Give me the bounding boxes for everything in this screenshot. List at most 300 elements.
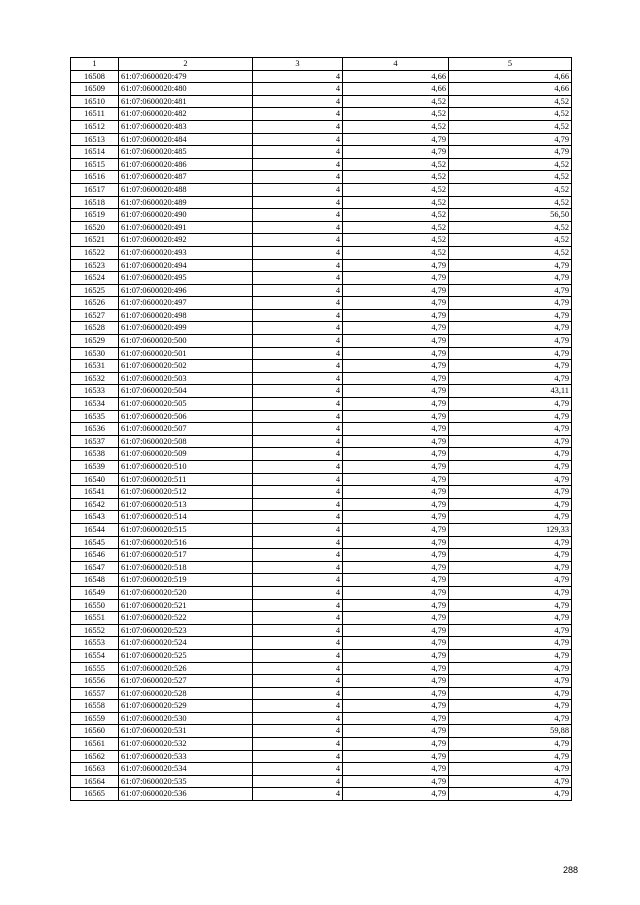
table-row	[71, 360, 572, 373]
table-cell-col-4: 4,79	[343, 738, 449, 751]
table-cell-col-2: 61:07:0600020:483	[119, 120, 253, 133]
table-cell-col-3: 4	[253, 423, 343, 436]
table-cell-col-1: 16521	[71, 234, 119, 247]
table-row	[71, 523, 572, 536]
table-cell-col-2: 61:07:0600020:495	[119, 272, 253, 285]
table-cell-col-5: 4,79	[449, 612, 572, 625]
table-cell-col-4: 4,79	[343, 536, 449, 549]
table-cell-col-4: 4,79	[343, 624, 449, 637]
table-cell-col-2: 61:07:0600020:480	[119, 83, 253, 96]
table-cell-col-1: 16561	[71, 738, 119, 751]
table-cell-col-2: 61:07:0600020:522	[119, 612, 253, 625]
table-cell-col-3: 4	[253, 284, 343, 297]
table-cell-col-3: 4	[253, 83, 343, 96]
table-cell-col-5: 4,79	[449, 272, 572, 285]
table-cell-col-4: 4,79	[343, 523, 449, 536]
table-cell-col-4: 4,79	[343, 498, 449, 511]
table-cell-col-4: 4,79	[343, 549, 449, 562]
table-row	[71, 775, 572, 788]
table-row	[71, 347, 572, 360]
table-cell-col-2: 61:07:0600020:511	[119, 473, 253, 486]
table-cell-col-1: 16508	[71, 70, 119, 83]
table-row	[71, 171, 572, 184]
table-cell-col-4: 4,79	[343, 586, 449, 599]
table-row	[71, 763, 572, 776]
table-cell-col-4: 4,79	[343, 712, 449, 725]
table-row	[71, 120, 572, 133]
table-cell-col-5: 4,79	[449, 435, 572, 448]
table-cell-col-4: 4,52	[343, 209, 449, 222]
table-cell-col-2: 61:07:0600020:536	[119, 788, 253, 801]
table-cell-col-1: 16534	[71, 398, 119, 411]
table-cell-col-5: 4,79	[449, 461, 572, 474]
table-cell-col-5: 4,79	[449, 637, 572, 650]
table-cell-col-3: 4	[253, 599, 343, 612]
table-cell-col-3: 4	[253, 259, 343, 272]
table-cell-col-2: 61:07:0600020:534	[119, 763, 253, 776]
table-row	[71, 473, 572, 486]
table-row	[71, 146, 572, 159]
table-cell-col-1: 16524	[71, 272, 119, 285]
table-cell-col-3: 4	[253, 95, 343, 108]
table-cell-col-5: 4,79	[449, 486, 572, 499]
table-cell-col-1: 16529	[71, 335, 119, 348]
table-row	[71, 549, 572, 562]
table-row	[71, 398, 572, 411]
table-row	[71, 284, 572, 297]
table-cell-col-2: 61:07:0600020:531	[119, 725, 253, 738]
table-cell-col-5: 4,79	[449, 511, 572, 524]
table-row	[71, 95, 572, 108]
table-cell-col-1: 16533	[71, 385, 119, 398]
table-row	[71, 385, 572, 398]
table-row	[71, 196, 572, 209]
table-cell-col-5: 4,79	[449, 549, 572, 562]
table-cell-col-1: 16556	[71, 675, 119, 688]
table-row	[71, 574, 572, 587]
table-cell-col-3: 4	[253, 322, 343, 335]
table-cell-col-1: 16551	[71, 612, 119, 625]
table-row	[71, 649, 572, 662]
table-cell-col-4: 4,79	[343, 763, 449, 776]
table-cell-col-5: 4,52	[449, 171, 572, 184]
table-cell-col-1: 16510	[71, 95, 119, 108]
table-cell-col-2: 61:07:0600020:491	[119, 221, 253, 234]
table-cell-col-2: 61:07:0600020:497	[119, 297, 253, 310]
table-cell-col-4: 4,79	[343, 612, 449, 625]
column-header-5: 5	[449, 58, 572, 71]
table-cell-col-4: 4,79	[343, 599, 449, 612]
table-cell-col-1: 16530	[71, 347, 119, 360]
table-row	[71, 372, 572, 385]
table-cell-col-4: 4,52	[343, 158, 449, 171]
table-cell-col-3: 4	[253, 183, 343, 196]
table-cell-col-5: 4,79	[449, 322, 572, 335]
table-cell-col-5: 4,79	[449, 662, 572, 675]
table-cell-col-3: 4	[253, 171, 343, 184]
table-cell-col-1: 16553	[71, 637, 119, 650]
table-cell-col-1: 16542	[71, 498, 119, 511]
table-cell-col-5: 4,52	[449, 196, 572, 209]
table-cell-col-4: 4,52	[343, 234, 449, 247]
table-row	[71, 561, 572, 574]
table-cell-col-5: 4,79	[449, 624, 572, 637]
table-cell-col-4: 4,79	[343, 511, 449, 524]
table-cell-col-3: 4	[253, 511, 343, 524]
table-row	[71, 309, 572, 322]
table-cell-col-5: 4,79	[449, 423, 572, 436]
table-cell-col-4: 4,52	[343, 120, 449, 133]
table-cell-col-3: 4	[253, 561, 343, 574]
table-cell-col-5: 4,79	[449, 561, 572, 574]
table-cell-col-2: 61:07:0600020:485	[119, 146, 253, 159]
table-cell-col-4: 4,79	[343, 423, 449, 436]
data-table	[70, 57, 572, 801]
table-cell-col-2: 61:07:0600020:513	[119, 498, 253, 511]
table-row	[71, 183, 572, 196]
table-cell-col-3: 4	[253, 410, 343, 423]
table-cell-col-5: 4,79	[449, 448, 572, 461]
table-cell-col-4: 4,66	[343, 83, 449, 96]
table-cell-col-4: 4,79	[343, 309, 449, 322]
table-cell-col-2: 61:07:0600020:502	[119, 360, 253, 373]
table-row	[71, 662, 572, 675]
table-cell-col-1: 16525	[71, 284, 119, 297]
table-cell-col-5: 4,52	[449, 120, 572, 133]
table-cell-col-1: 16562	[71, 750, 119, 763]
table-cell-col-5: 59,88	[449, 725, 572, 738]
table-row	[71, 297, 572, 310]
table-row	[71, 675, 572, 688]
table-cell-col-2: 61:07:0600020:519	[119, 574, 253, 587]
table-cell-col-2: 61:07:0600020:496	[119, 284, 253, 297]
table-cell-col-2: 61:07:0600020:521	[119, 599, 253, 612]
table-cell-col-2: 61:07:0600020:535	[119, 775, 253, 788]
table-cell-col-5: 4,79	[449, 297, 572, 310]
table-row	[71, 498, 572, 511]
table-cell-col-1: 16560	[71, 725, 119, 738]
table-cell-col-5: 4,79	[449, 146, 572, 159]
table-cell-col-2: 61:07:0600020:479	[119, 70, 253, 83]
table-cell-col-4: 4,79	[343, 662, 449, 675]
table-cell-col-4: 4,52	[343, 108, 449, 121]
table-cell-col-2: 61:07:0600020:489	[119, 196, 253, 209]
table-cell-col-5: 4,79	[449, 649, 572, 662]
table-cell-col-1: 16515	[71, 158, 119, 171]
table-cell-col-2: 61:07:0600020:528	[119, 687, 253, 700]
table-cell-col-1: 16548	[71, 574, 119, 587]
table-cell-col-1: 16517	[71, 183, 119, 196]
table-cell-col-1: 16538	[71, 448, 119, 461]
table-cell-col-2: 61:07:0600020:518	[119, 561, 253, 574]
table-cell-col-1: 16539	[71, 461, 119, 474]
table-cell-col-3: 4	[253, 750, 343, 763]
table-cell-col-5: 4,79	[449, 788, 572, 801]
table-cell-col-2: 61:07:0600020:508	[119, 435, 253, 448]
table-cell-col-5: 43,11	[449, 385, 572, 398]
table-cell-col-1: 16532	[71, 372, 119, 385]
table-cell-col-4: 4,79	[343, 322, 449, 335]
table-cell-col-2: 61:07:0600020:492	[119, 234, 253, 247]
table-cell-col-1: 16545	[71, 536, 119, 549]
table-cell-col-3: 4	[253, 209, 343, 222]
table-cell-col-1: 16520	[71, 221, 119, 234]
table-cell-col-3: 4	[253, 662, 343, 675]
table-cell-col-3: 4	[253, 385, 343, 398]
table-cell-col-2: 61:07:0600020:506	[119, 410, 253, 423]
table-cell-col-2: 61:07:0600020:482	[119, 108, 253, 121]
table-cell-col-1: 16537	[71, 435, 119, 448]
table-cell-col-5: 4,66	[449, 70, 572, 83]
table-cell-col-3: 4	[253, 649, 343, 662]
table-cell-col-3: 4	[253, 246, 343, 259]
table-cell-col-5: 4,79	[449, 410, 572, 423]
table-cell-col-1: 16559	[71, 712, 119, 725]
table-cell-col-1: 16554	[71, 649, 119, 662]
table-cell-col-4: 4,79	[343, 461, 449, 474]
table-cell-col-3: 4	[253, 120, 343, 133]
table-row	[71, 108, 572, 121]
table-row	[71, 725, 572, 738]
table-cell-col-1: 16552	[71, 624, 119, 637]
table-cell-col-3: 4	[253, 549, 343, 562]
table-cell-col-1: 16511	[71, 108, 119, 121]
table-row	[71, 234, 572, 247]
table-cell-col-4: 4,79	[343, 637, 449, 650]
table-cell-col-5: 4,66	[449, 83, 572, 96]
table-cell-col-1: 16523	[71, 259, 119, 272]
table-cell-col-1: 16513	[71, 133, 119, 146]
table-cell-col-3: 4	[253, 70, 343, 83]
table-cell-col-1: 16540	[71, 473, 119, 486]
table-cell-col-2: 61:07:0600020:509	[119, 448, 253, 461]
table-cell-col-2: 61:07:0600020:527	[119, 675, 253, 688]
table-cell-col-4: 4,52	[343, 95, 449, 108]
table-cell-col-4: 4,79	[343, 788, 449, 801]
table-cell-col-1: 16541	[71, 486, 119, 499]
table-cell-col-2: 61:07:0600020:523	[119, 624, 253, 637]
table-cell-col-4: 4,79	[343, 385, 449, 398]
table-cell-col-2: 61:07:0600020:525	[119, 649, 253, 662]
table-cell-col-4: 4,66	[343, 70, 449, 83]
table-row	[71, 461, 572, 474]
table-row	[71, 599, 572, 612]
table-cell-col-3: 4	[253, 398, 343, 411]
table-cell-col-5: 4,79	[449, 586, 572, 599]
table-cell-col-1: 16558	[71, 700, 119, 713]
table-cell-col-4: 4,52	[343, 183, 449, 196]
table-cell-col-3: 4	[253, 700, 343, 713]
table-cell-col-2: 61:07:0600020:510	[119, 461, 253, 474]
table-cell-col-2: 61:07:0600020:484	[119, 133, 253, 146]
table-cell-col-4: 4,79	[343, 448, 449, 461]
table-cell-col-1: 16528	[71, 322, 119, 335]
column-header-1: 1	[71, 58, 119, 71]
table-cell-col-1: 16543	[71, 511, 119, 524]
table-cell-col-5: 129,33	[449, 523, 572, 536]
table-cell-col-1: 16527	[71, 309, 119, 322]
column-header-4: 4	[343, 58, 449, 71]
table-cell-col-5: 4,79	[449, 473, 572, 486]
table-cell-col-4: 4,79	[343, 297, 449, 310]
table-cell-col-3: 4	[253, 675, 343, 688]
table-cell-col-4: 4,52	[343, 246, 449, 259]
table-cell-col-2: 61:07:0600020:505	[119, 398, 253, 411]
table-cell-col-1: 16518	[71, 196, 119, 209]
table-cell-col-3: 4	[253, 738, 343, 751]
table-cell-col-2: 61:07:0600020:524	[119, 637, 253, 650]
table-cell-col-3: 4	[253, 788, 343, 801]
table-cell-col-4: 4,79	[343, 272, 449, 285]
table-cell-col-3: 4	[253, 725, 343, 738]
table-cell-col-4: 4,79	[343, 473, 449, 486]
table-cell-col-2: 61:07:0600020:515	[119, 523, 253, 536]
table-row	[71, 259, 572, 272]
table-cell-col-1: 16564	[71, 775, 119, 788]
table-row	[71, 335, 572, 348]
table-cell-col-3: 4	[253, 473, 343, 486]
table-row	[71, 687, 572, 700]
table-cell-col-3: 4	[253, 612, 343, 625]
table-row	[71, 448, 572, 461]
table-cell-col-3: 4	[253, 486, 343, 499]
column-header-3: 3	[253, 58, 343, 71]
table-cell-col-1: 16544	[71, 523, 119, 536]
table-row	[71, 70, 572, 83]
table-cell-col-4: 4,79	[343, 486, 449, 499]
table-cell-col-3: 4	[253, 360, 343, 373]
table-cell-col-5: 4,79	[449, 398, 572, 411]
table-cell-col-5: 4,79	[449, 259, 572, 272]
table-cell-col-5: 4,79	[449, 309, 572, 322]
table-cell-col-1: 16526	[71, 297, 119, 310]
table-cell-col-4: 4,79	[343, 259, 449, 272]
table-cell-col-5: 4,79	[449, 347, 572, 360]
table-cell-col-5: 4,79	[449, 335, 572, 348]
table-row	[71, 738, 572, 751]
table-cell-col-4: 4,52	[343, 221, 449, 234]
table-cell-col-3: 4	[253, 448, 343, 461]
table-cell-col-5: 4,52	[449, 183, 572, 196]
table-cell-col-3: 4	[253, 637, 343, 650]
table-row	[71, 410, 572, 423]
table-cell-col-1: 16535	[71, 410, 119, 423]
table-cell-col-4: 4,52	[343, 196, 449, 209]
table-cell-col-4: 4,79	[343, 410, 449, 423]
table-cell-col-1: 16563	[71, 763, 119, 776]
table-cell-col-5: 4,79	[449, 775, 572, 788]
table-row	[71, 246, 572, 259]
table-cell-col-3: 4	[253, 221, 343, 234]
table-cell-col-4: 4,79	[343, 687, 449, 700]
table-cell-col-5: 4,52	[449, 221, 572, 234]
table-cell-col-1: 16509	[71, 83, 119, 96]
table-cell-col-3: 4	[253, 775, 343, 788]
table-cell-col-1: 16519	[71, 209, 119, 222]
table-cell-col-5: 4,79	[449, 372, 572, 385]
table-row	[71, 486, 572, 499]
table-cell-col-3: 4	[253, 196, 343, 209]
table-cell-col-5: 4,52	[449, 108, 572, 121]
table-row	[71, 624, 572, 637]
table-cell-col-4: 4,79	[343, 574, 449, 587]
table-cell-col-4: 4,52	[343, 171, 449, 184]
table-cell-col-3: 4	[253, 586, 343, 599]
table-cell-col-4: 4,79	[343, 561, 449, 574]
table-row	[71, 536, 572, 549]
table-cell-col-1: 16555	[71, 662, 119, 675]
table-cell-col-4: 4,79	[343, 372, 449, 385]
column-header-2: 2	[119, 58, 253, 71]
table-cell-col-1: 16512	[71, 120, 119, 133]
table-cell-col-3: 4	[253, 146, 343, 159]
table-row	[71, 700, 572, 713]
table-cell-col-2: 61:07:0600020:529	[119, 700, 253, 713]
table-cell-col-3: 4	[253, 133, 343, 146]
table-cell-col-3: 4	[253, 335, 343, 348]
table-cell-col-3: 4	[253, 763, 343, 776]
table-cell-col-3: 4	[253, 297, 343, 310]
table-cell-col-2: 61:07:0600020:490	[119, 209, 253, 222]
table-cell-col-2: 61:07:0600020:512	[119, 486, 253, 499]
table-cell-col-2: 61:07:0600020:532	[119, 738, 253, 751]
table-cell-col-5: 4,52	[449, 95, 572, 108]
table-cell-col-5: 4,79	[449, 675, 572, 688]
table-cell-col-2: 61:07:0600020:493	[119, 246, 253, 259]
table-cell-col-2: 61:07:0600020:501	[119, 347, 253, 360]
table-cell-col-3: 4	[253, 498, 343, 511]
table-cell-col-3: 4	[253, 108, 343, 121]
table-cell-col-5: 4,79	[449, 750, 572, 763]
table-cell-col-3: 4	[253, 712, 343, 725]
table-cell-col-3: 4	[253, 536, 343, 549]
page-number: 288	[563, 865, 579, 875]
table-row	[71, 788, 572, 801]
table-cell-col-3: 4	[253, 347, 343, 360]
table-cell-col-5: 4,79	[449, 536, 572, 549]
table-cell-col-1: 16516	[71, 171, 119, 184]
table-cell-col-5: 4,79	[449, 599, 572, 612]
table-cell-col-5: 4,79	[449, 763, 572, 776]
table-row	[71, 158, 572, 171]
table-cell-col-2: 61:07:0600020:494	[119, 259, 253, 272]
table-cell-col-1: 16549	[71, 586, 119, 599]
table-cell-col-2: 61:07:0600020:503	[119, 372, 253, 385]
table-cell-col-2: 61:07:0600020:481	[119, 95, 253, 108]
table-cell-col-2: 61:07:0600020:526	[119, 662, 253, 675]
header-row	[71, 58, 572, 71]
table-cell-col-4: 4,79	[343, 360, 449, 373]
table-cell-col-4: 4,79	[343, 347, 449, 360]
table-cell-col-4: 4,79	[343, 675, 449, 688]
table-row	[71, 435, 572, 448]
table-cell-col-1: 16531	[71, 360, 119, 373]
table-cell-col-4: 4,79	[343, 725, 449, 738]
table-cell-col-3: 4	[253, 309, 343, 322]
table-cell-col-4: 4,79	[343, 335, 449, 348]
table-cell-col-1: 16514	[71, 146, 119, 159]
table-cell-col-3: 4	[253, 435, 343, 448]
table-row	[71, 83, 572, 96]
table-cell-col-2: 61:07:0600020:486	[119, 158, 253, 171]
table-cell-col-1: 16546	[71, 549, 119, 562]
table-cell-col-5: 4,79	[449, 712, 572, 725]
table-cell-col-3: 4	[253, 687, 343, 700]
table-row	[71, 637, 572, 650]
table-cell-col-4: 4,79	[343, 700, 449, 713]
table-cell-col-2: 61:07:0600020:514	[119, 511, 253, 524]
table-cell-col-1: 16565	[71, 788, 119, 801]
